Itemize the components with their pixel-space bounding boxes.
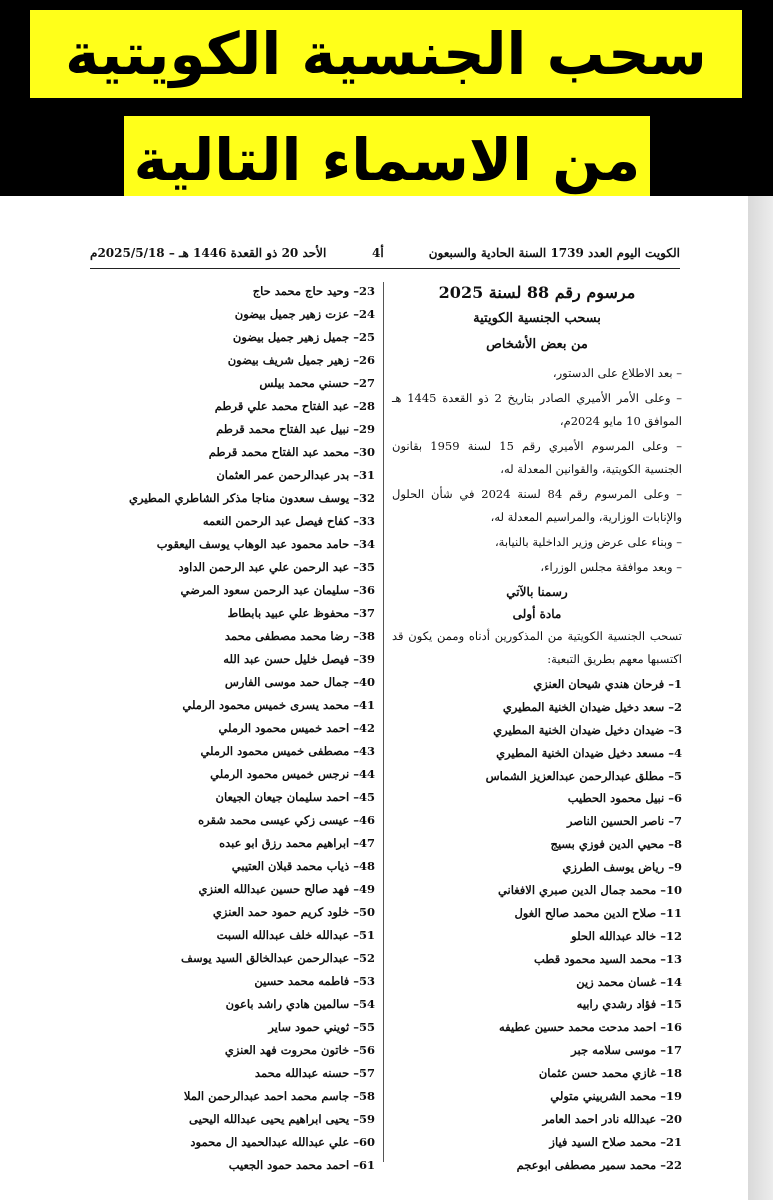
name-list-item: 37– محفوظ علي عبيد بابطاط [227, 606, 375, 620]
name-list-item: 12– خالد عبدالله الحلو [571, 928, 682, 943]
header-rule [90, 268, 680, 269]
header-page-number: أ4 [372, 246, 384, 260]
name-list-item: 21– محمد صلاح السيد فياز [549, 1134, 682, 1149]
name-list-item: 34– حامد محمود عبد الوهاب يوسف اليعقوب [156, 537, 375, 551]
name-list-item: 20– عبدالله نادر احمد العامر [542, 1111, 682, 1126]
right-column [392, 280, 682, 1177]
name-list-item: 50– خلود كريم حمود حمد العنزي [212, 905, 375, 919]
title-banner [0, 0, 773, 200]
name-list-item: 28– عبد الفتاح محمد علي قرطم [214, 399, 375, 413]
name-list-item: 8– محيي الدين فوزي بسيج [550, 837, 682, 852]
article-heading: مادة أولى [512, 607, 562, 621]
name-list-item: 44– نرجس خميس محمود الرملي [210, 767, 375, 781]
name-list-item: 26– زهير جميل شريف بيضون [227, 353, 375, 367]
name-list-item: 42– احمد خميس محمود الرملي [218, 721, 375, 735]
name-list-item: 51– عبدالله خلف عبدالله السبت [216, 928, 375, 942]
name-list-item: 16– احمد مدحت محمد حسين عطيفه [499, 1020, 682, 1035]
name-list-item: 29– نبيل عبد الفتاح محمد قرطم [216, 422, 375, 436]
name-list-item: 1– فرحان هندي شيحان العنزي [533, 677, 682, 691]
header-date: الأحد 20 ذو القعدة 1446 هـ – 2025/5/18م [90, 246, 327, 260]
name-list-item: 23– وحيد حاج محمد حاج [252, 284, 375, 298]
preamble-clause: – وعلى الأمر الأميري الصادر بتاريخ 2 ذو القعدة 1445 هـ الموافق 10 مايو 2024م، [392, 391, 682, 428]
decree-subtitle-2: من بعض الأشخاص [486, 337, 588, 352]
name-list-item: 45– احمد سليمان جيعان الجيعان [215, 790, 375, 804]
name-list-item: 46– عيسى زكي عيسى محمد شقره [198, 813, 375, 827]
header-issue: الكويت اليوم العدد 1739 السنة الحادية والسبعون [428, 246, 680, 260]
name-list-item: 9– رياض يوسف الطرزي [562, 860, 682, 875]
name-list-item: 25– جميل زهير جميل بيضون [232, 330, 375, 344]
name-list-item: 56– خاتون محروت فهد العنزي [224, 1043, 375, 1057]
name-list-item: 61– احمد محمد حمود الجعيب [228, 1158, 375, 1172]
name-list-item: 39– فيصل خليل حسن عبد الله [223, 652, 375, 666]
names-list-right [392, 673, 682, 1177]
name-list-item: 40– جمال حمد موسى الفارس [224, 675, 375, 689]
name-list-item: 53– فاطمه محمد حسين [254, 974, 375, 988]
column-divider [383, 282, 384, 1162]
name-list-item: 18– غازي محمد حسن عثمان [538, 1066, 682, 1081]
name-list-item: 49– فهد صالح حسين عبدالله العنزي [198, 882, 375, 896]
name-list-item: 6– نبيل محمود الحطيب [567, 791, 682, 806]
decree-title: مرسوم رقم 88 لسنة 2025 [438, 283, 636, 302]
name-list-item: 24– عزت زهير جميل بيضون [234, 307, 375, 321]
name-list-item: 58– جاسم محمد احمد عبدالرحمن الملا [183, 1089, 375, 1103]
name-list-item: 32– يوسف سعدون مناجا مذكر الشاطري المطيري [128, 491, 375, 505]
name-list-item: 30– محمد عبد الفتاح محمد قرطم [208, 445, 375, 459]
name-list-item: 27– حسني محمد بيلس [259, 376, 375, 390]
name-list-item: 10– محمد جمال الدين صبري الافغاني [497, 883, 682, 898]
page-edge-shadow [748, 196, 773, 1200]
name-list-item: 38– رضا محمد مصطفى محمد [224, 629, 375, 643]
name-list-item: 36– سليمان عبد الرحمن سعود المرضي [180, 583, 375, 597]
name-list-item: 14– غسان محمد زين [576, 974, 682, 989]
name-list-item: 35– عبد الرحمن علي عبد الرحمن الداود [178, 560, 375, 574]
name-list-item: 5– مطلق عبدالرحمن عبدالعزيز الشماس [485, 768, 682, 783]
name-list-item: 4– مسعد دخيل ضيدان الخنية المطيري [496, 745, 682, 760]
names-list-left [90, 280, 375, 1177]
decreed-line: رسمنا بالآتي [506, 585, 568, 599]
name-list-item: 3– ضيدان دخيل ضيدان الخنية المطيري [493, 722, 682, 737]
name-list-item: 19– محمد الشربيني متولي [550, 1089, 682, 1104]
name-list-item: 59– يحيى ابراهيم يحيى عبدالله اليحيى [189, 1112, 375, 1126]
name-list-item: 33– كفاح فيصل عبد الرحمن النعمه [202, 514, 375, 528]
name-list-item: 17– موسى سلامه جبر [571, 1043, 682, 1058]
name-list-item: 52– عبدالرحمن عبدالخالق السيد يوسف [181, 951, 375, 965]
name-list-item: 15– فؤاد رشدي رابيه [576, 997, 682, 1012]
banner-title-line-1: سحب الجنسية الكويتية [30, 10, 742, 98]
name-list-item: 22– محمد سمير مصطفى ابوعجم [516, 1157, 682, 1172]
name-list-item: 60– علي عبدالله عبدالحميد ال محمود [190, 1135, 375, 1149]
left-column [90, 280, 375, 1177]
name-list-item: 41– محمد يسرى خميس محمود الرملي [182, 698, 375, 712]
name-list-item: 11– صلاح الدين محمد صالح الغول [514, 905, 682, 920]
name-list-item: 57– حسنه عبدالله محمد [254, 1066, 375, 1080]
name-list-item: 43– مصطفى خميس محمود الرملي [200, 744, 375, 758]
decree-subtitle: بسحب الجنسية الكويتية [473, 311, 601, 326]
name-list-item: 47– ابراهيم محمد رزق ابو عبده [219, 836, 375, 850]
name-list-item: 54– سالمين هادي راشد باعون [225, 997, 375, 1011]
decree-preamble [392, 362, 682, 579]
name-list-item: 2– سعد دخيل ضيدان الخنية المطيري [502, 699, 682, 714]
preamble-clause: – وعلى المرسوم رقم 84 لسنة 2024 في شأن الحلول والإنابات الوزارية، والمراسيم المعدلة له، [392, 487, 682, 524]
gazette-header [90, 246, 680, 266]
preamble-clause: – بعد الاطلاع على الدستور، [552, 366, 682, 380]
preamble-clause: – وبناء على عرض وزير الداخلية بالنيابة، [494, 535, 682, 549]
article-text: تسحب الجنسية الكويتية من المذكورين أدناه وممن يكون قد اكتسبها معهم بطريق التبعية: [392, 629, 682, 666]
name-list-item: 55– ثويني حمود ساير [268, 1020, 375, 1034]
preamble-clause: – وعلى المرسوم الأميري رقم 15 لسنة 1959 بقانون الجنسية الكويتية، والقوانين المعدلة له، [392, 439, 683, 476]
name-list-item: 13– محمد السيد محمود قطب [533, 951, 682, 966]
name-list-item: 48– ذياب محمد قبلان العتيبي [231, 859, 375, 873]
name-list-item: 31– بدر عبدالرحمن عمر العثمان [216, 468, 375, 482]
preamble-clause: – وبعد موافقة مجلس الوزراء، [540, 560, 682, 574]
banner-title-line-2: من الاسماء التالية [124, 116, 650, 204]
name-list-item: 7– ناصر الحسين الناصر [567, 814, 682, 829]
